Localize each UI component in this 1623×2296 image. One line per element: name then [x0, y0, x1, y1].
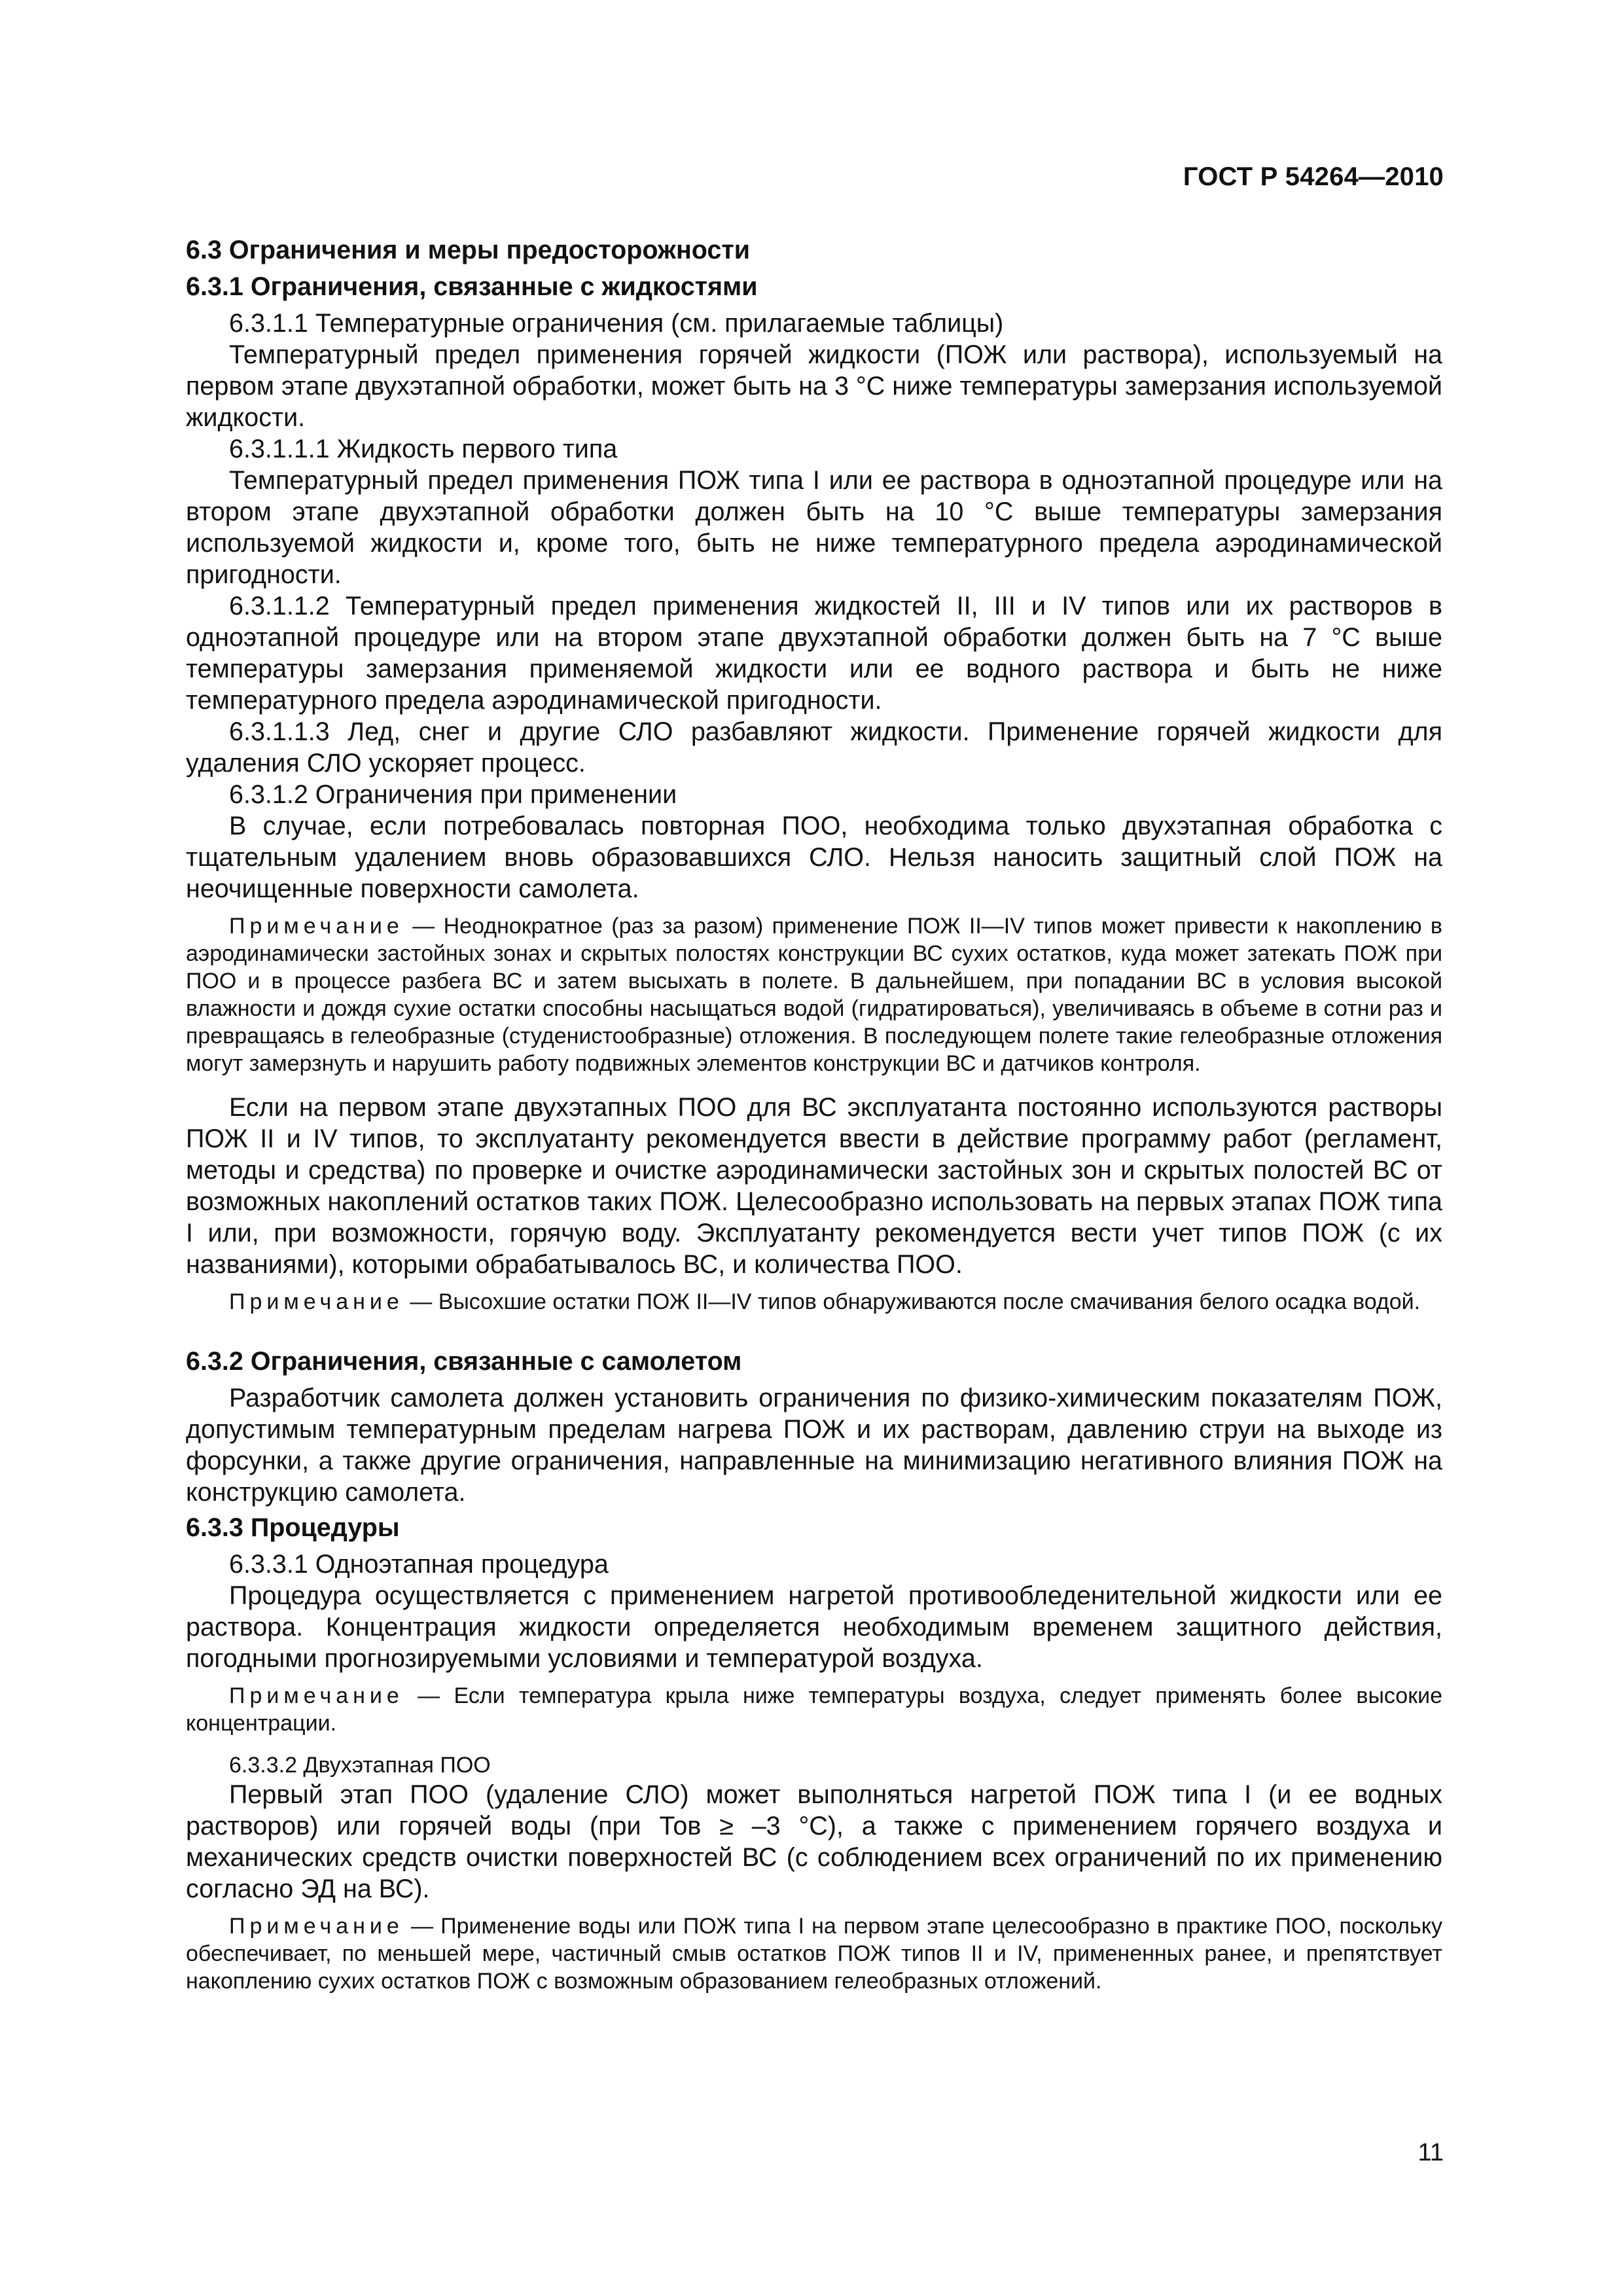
note-paragraph — [186, 912, 1442, 1077]
heading-text: 6.3 Ограничения и меры предосторожности — [186, 236, 750, 264]
page-number: 11 — [1418, 2139, 1444, 2166]
body-paragraph: Если на первом этапе двухэтапных ПОО для ВС эксплуатанта постоянно используются растворы ПОЖ II и IV типов, то эксплуатанту рекомендуется ввести в действие программу работ (регламент, методы и средства) по проверке и очистке аэродинамически застойных зон и скрытых полостей ВС от возможных накоплений остатков таких ПОЖ. Целесообразно использовать на первых этапах ПОЖ типа I или, при возможности, горячую воду. Эксплуатанту рекомендуется вести учет типов ПОЖ (с их названиями), которыми обрабатывалось ВС, и количества ПОО. — [186, 1093, 1442, 1279]
note-label: Примечание — [229, 1683, 404, 1708]
note-paragraph — [186, 1288, 1442, 1316]
section-heading — [186, 271, 1442, 302]
body-paragraph: Температурный предел применения горячей жидкости (ПОЖ или раствора), используемый на первом этапе двухэтапной обработки, может быть на 3 °С ниже температуры замерзания используемой жидкости. — [186, 340, 1442, 432]
body-paragraph: Разработчик самолета должен установить ограничения по физико-химическим показателям ПОЖ, допустимым температурным пределам нагрева ПОЖ и их растворам, давлению струи на выходе из форсунки, а также другие ограничения, направленные на минимизацию негативного влияния ПОЖ на конструкцию самолета. — [186, 1384, 1442, 1507]
section-heading — [186, 1512, 1442, 1543]
body-paragraph: 6.3.1.1.2 Температурный предел применения жидкостей II, III и IV типов или их растворов в одноэтапной процедуре или на втором этапе двухэтапной обработки должен быть на 7 °С выше температуры замерзания применяемой жидкости или ее водного раствора и быть не ниже температурного предела аэродинамической пригодности. — [186, 592, 1442, 715]
section-heading — [186, 1346, 1442, 1377]
note-label: Примечание — [229, 914, 404, 939]
note-text: — Применение воды или ПОЖ типа I на первом этапе целесообразно в практике ПОО, поскольку обеспечивает, по меньшей мере, частичный смыв остатков ПОЖ типов II и IV, примененных ранее, и препятствует накоплению сухих остатков ПОЖ с возможным образованием гелеобразных отложений. — [186, 1914, 1442, 1994]
body-paragraph: 6.3.1.1 Температурные ограничения (см. прилагаемые таблицы) — [229, 309, 1004, 338]
body-paragraph: Процедура осуществляется с применением нагретой противообледенительной жидкости или ее раствора. Концентрация жидкости определяется необходимым временем защитного действия, погодными прогнозируемыми условиями и температурой воздуха. — [186, 1581, 1442, 1673]
body-paragraph: В случае, если потребовалась повторная ПОО, необходима только двухэтапная обработка с тщательным удалением вновь образовавшихся СЛО. Нельзя наносить защитный слой ПОЖ на неочищенные поверхности самолета. — [186, 812, 1442, 903]
note-paragraph — [186, 1912, 1442, 1995]
body-paragraph: 6.3.1.1.3 Лед, снег и другие СЛО разбавляют жидкости. Применение горячей жидкости для удаления СЛО ускоряет процесс. — [186, 717, 1442, 778]
note-label: Примечание — [229, 1289, 404, 1314]
standard-number: ГОСТ Р 54264—2010 — [1183, 162, 1444, 191]
note-label: Примечание — [229, 1914, 404, 1939]
section-heading — [186, 234, 1442, 266]
heading-text: 6.3.3 Процедуры — [186, 1513, 400, 1542]
body-paragraph: Первый этап ПОО (удаление СЛО) может выполняться нагретой ПОЖ типа I (и ее водных растворов) или горячей воды (при Тов ≥ –3 °С), а также с применением горячего воздуха и механических средств очистки поверхностей ВС (с соблюдением всех ограничений по их применению согласно ЭД на ВС). — [186, 1780, 1442, 1903]
document-body — [186, 230, 1442, 2009]
heading-text: 6.3.2 Ограничения, связанные с самолетом — [186, 1347, 742, 1376]
note-text: — Высохшие остатки ПОЖ II—IV типов обнаруживаются после смачивания белого осадка водой. — [403, 1289, 1421, 1314]
note-text: — Неоднократное (раз за разом) применение ПОЖ II—IV типов может привести к накоплению в аэродинамически застойных зонах и скрытых полостях конструкции ВС сухих остатков, куда может затекать ПОЖ при ПОО и в процессе разбега ВС и затем высыхать в полете. В дальнейшем, при попадании ВС в условия высокой влажности и дождя сухие остатки способны насыщаться водой (гидратироваться), увеличиваясь в объеме в сотни раз и превращаясь в гелеобразные (студенистообразные) отложения. В последующем полете такие гелеобразные отложения могут замерзнуть и нарушить работу подвижных элементов конструкции ВС и датчиков контроля. — [186, 914, 1442, 1076]
body-paragraph: 6.3.1.2 Ограничения при применении — [229, 780, 677, 809]
heading-text: 6.3.1 Ограничения, связанные с жидкостями — [186, 272, 758, 301]
body-paragraph: Температурный предел применения ПОЖ типа I или ее раствора в одноэтапной процедуре или на втором этапе двухэтапной обработки должен быть на 10 °С выше температуры замерзания используемой жидкости и, кроме того, быть не ниже температурного предела аэродинамической пригодности. — [186, 466, 1442, 589]
body-paragraph: 6.3.1.1.1 Жидкость первого типа — [229, 435, 618, 463]
note-paragraph — [186, 1682, 1442, 1737]
note-text: — Если температура крыла ниже температуры воздуха, следует применять более высокие концентрации. — [186, 1683, 1442, 1736]
clause-title-small: 6.3.3.2 Двухэтапная ПОО — [229, 1753, 491, 1778]
body-paragraph: 6.3.3.1 Одноэтапная процедура — [229, 1550, 609, 1579]
